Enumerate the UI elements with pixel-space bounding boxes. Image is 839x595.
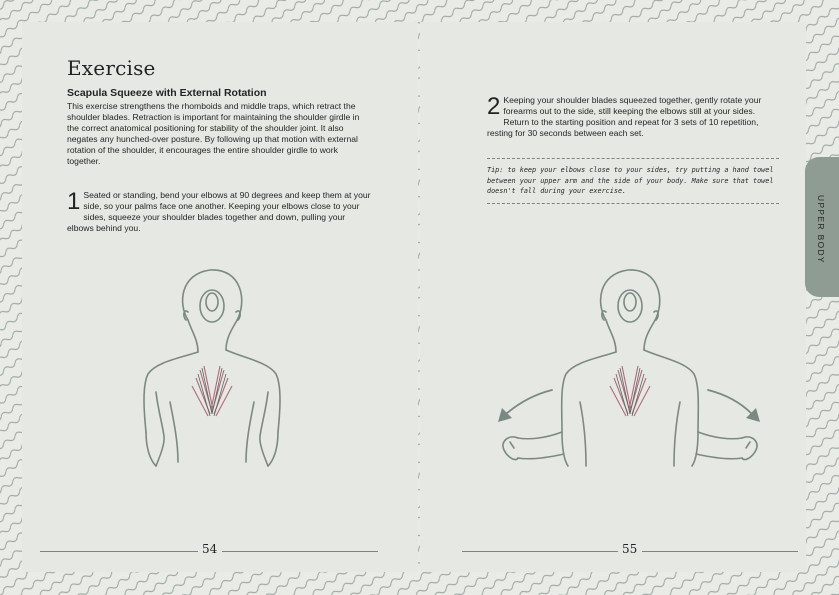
page-title: Exercise [67,56,156,80]
intro-paragraph: This exercise strengthens the rhomboids and middle traps, which retract the shoulder blades. Retraction is important for maintaining the shoulder girdle in the correct anatomical positioning for stability of the shoulder joint. It also negates any hunched-over posture. By following up that motion with external rotation of the shoulder, it encourages the entire shoulder girdle to work together. [67,101,360,167]
step-1-number: 1 [67,188,81,215]
tip-box: Tip: to keep your elbows close to your sides, try putting a hand towel between your upper arm and the side of your body. Make sure that towel doesn't fall during your exercise. [487,158,779,204]
right-footer-line-b [642,551,798,552]
right-footer-line-a [462,551,618,552]
left-footer-line-a [40,551,198,552]
figure-starting-position [130,262,300,477]
left-arrow-icon [506,390,552,414]
section-tab-label: UPPER BODY [816,195,826,264]
step-1-text: Seated or standing, bend your elbows at 90 degrees and keep them at your side, so your palms face one another. Keeping your elbows close to your sides, squeeze your shoulder blades together and down, pulling your elbows behind you. [67,190,371,234]
step-1 [67,190,372,234]
right-arrow-icon [708,390,752,414]
figure-external-rotation [490,262,765,477]
step-2-text: Keeping your shoulder blades squeezed together, gently rotate your forearms out to the side, still keeping the elbows still at your sides. Return to the starting position and repeat for 3 sets of 10 repetition, resting for 30 seconds between each set. [487,95,762,139]
page-number-right: 55 [622,542,638,556]
left-footer-line-b [222,551,378,552]
section-tab[interactable] [805,157,839,297]
exercise-subtitle: Scapula Squeeze with External Rotation [67,87,267,99]
step-2 [487,95,777,139]
step-2-number: 2 [487,93,501,120]
page-number-left: 54 [202,542,218,556]
